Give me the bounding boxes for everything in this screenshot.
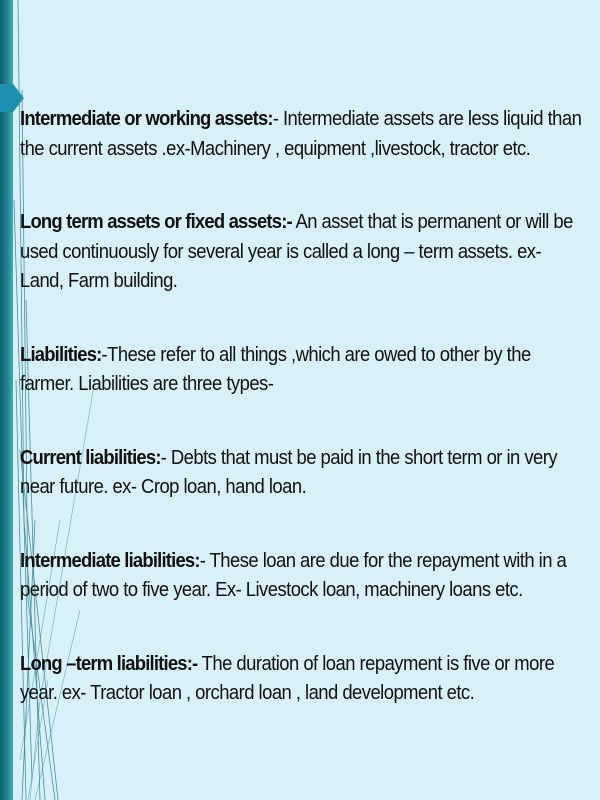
term-definition: An asset that is permanent or will be used continuously for several year is called a long – term assets. ex- Land, Farm building. <box>20 210 573 292</box>
term-label: Liabilities: <box>20 342 102 366</box>
paragraph-intermediate-assets <box>20 104 588 163</box>
paragraph-liabilities <box>20 340 588 399</box>
term-label: Intermediate or working assets: <box>20 107 273 130</box>
term-definition: The duration of loan repayment is five or more year. ex- Tractor loan , orchard loan , land development etc. <box>20 651 555 704</box>
term-label: Intermediate liabilities: <box>20 548 200 572</box>
paragraph-current-liabilities <box>20 443 588 502</box>
term-definition: - Intermediate assets are less liquid than the current assets .ex-Machinery , equipment ,livestock, tractor etc. <box>20 107 582 160</box>
term-label: Long term assets or fixed assets:- <box>20 210 292 233</box>
term-definition: -These refer to all things ,which are owed to other by the farmer. Liabilities are three types- <box>20 342 531 395</box>
term-definition: - These loan are due for the repayment with in a period of two to five year. Ex- Livestock loan, machinery loans etc. <box>20 548 567 601</box>
paragraph-intermediate-liabilities <box>20 546 588 605</box>
slide-content <box>20 104 588 708</box>
term-label: Current liabilities: <box>20 445 161 469</box>
paragraph-long-term-liabilities <box>20 649 588 708</box>
paragraph-long-term-assets <box>20 207 588 296</box>
term-definition: - Debts that must be paid in the short term or in very near future. ex- Crop loan, hand loan. <box>20 445 558 498</box>
left-decorative-band <box>0 0 13 800</box>
term-label: Long –term liabilities:- <box>20 651 198 675</box>
